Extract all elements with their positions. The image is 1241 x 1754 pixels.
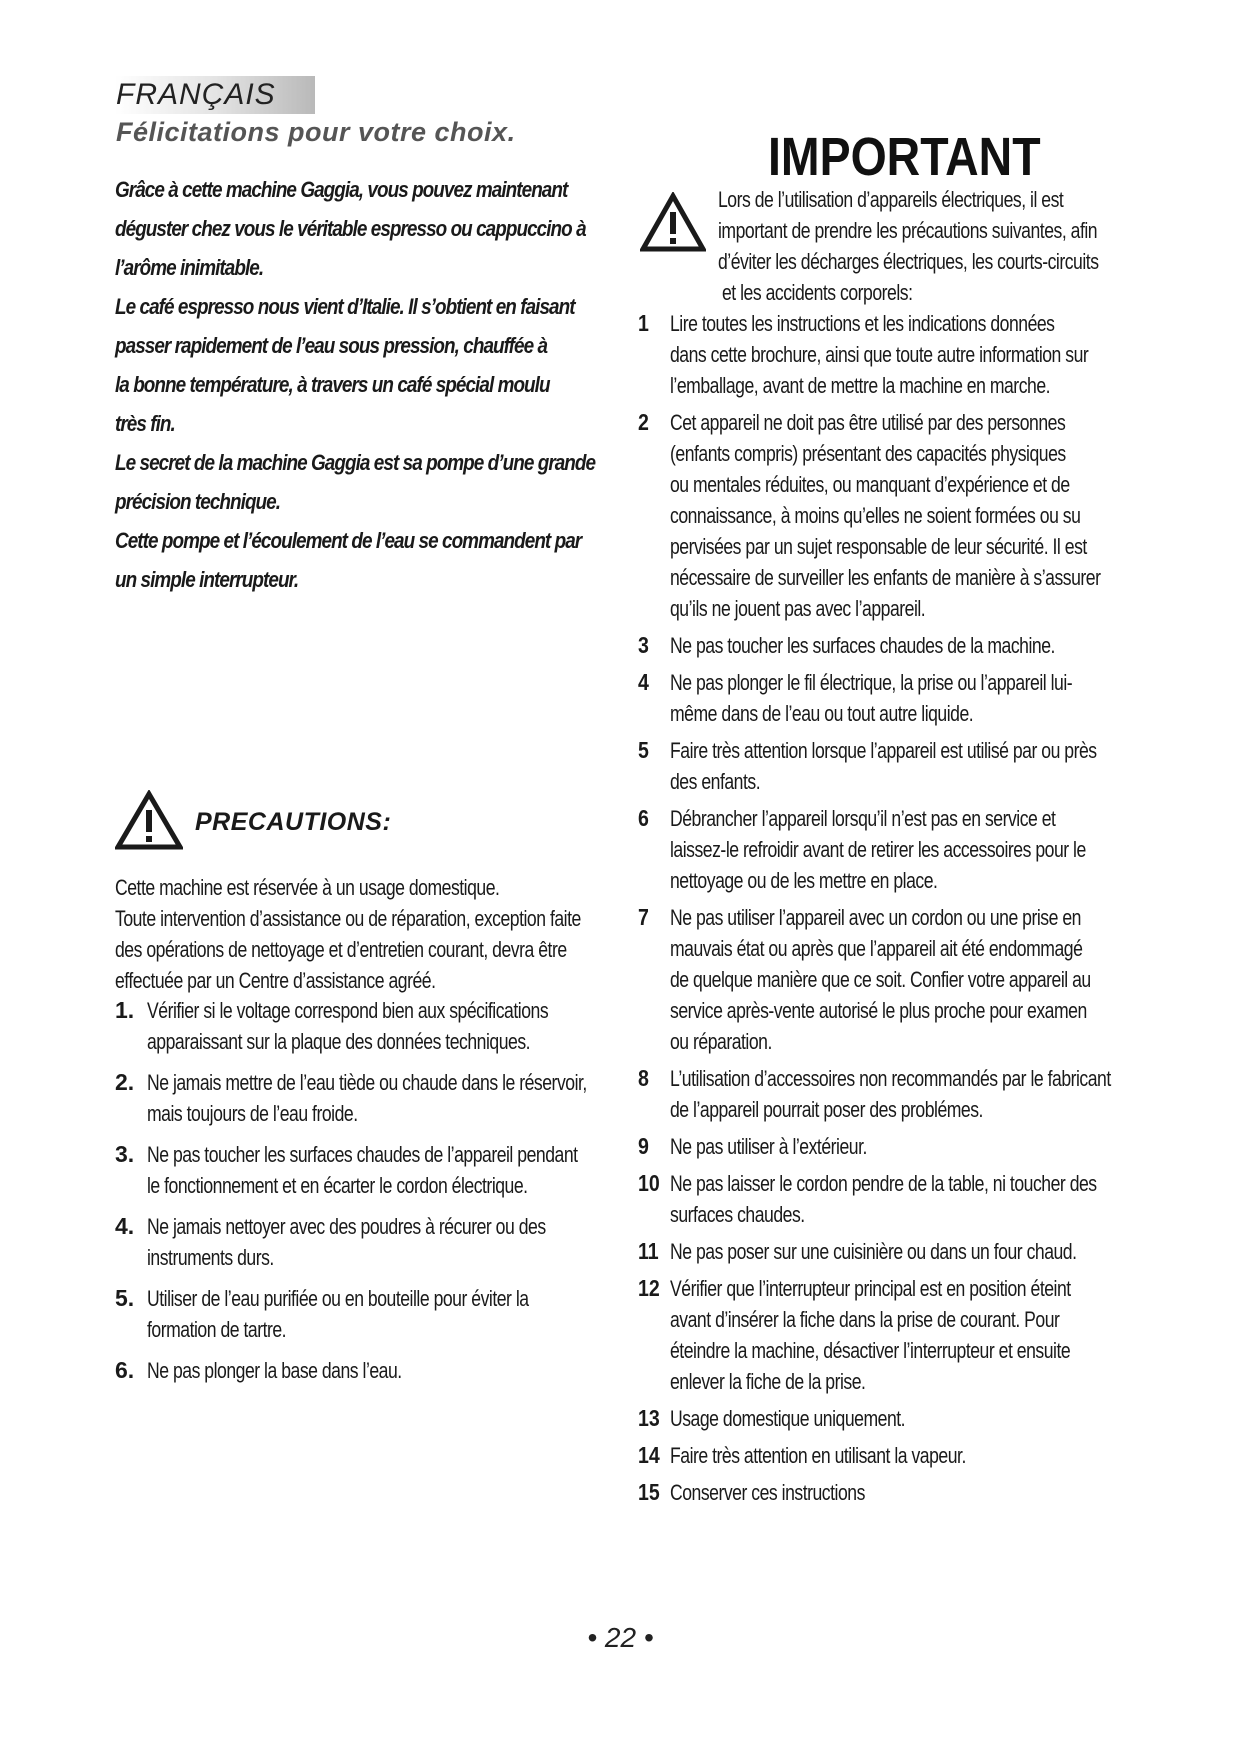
list-item — [115, 1067, 697, 1129]
item-line: instruments durs. — [147, 1245, 274, 1270]
page-number: • 22 • — [587, 1622, 654, 1653]
item-number: 7 — [638, 904, 649, 930]
item-line: qu’ils ne jouent pas avec l’appareil. — [670, 596, 926, 621]
item-line: Faire très attention en utilisant la vapeur. — [670, 1443, 966, 1468]
item-line: Vérifier que l’interrupteur principal est en position éteint — [670, 1276, 1071, 1301]
item-number: 15 — [638, 1479, 660, 1505]
item-line: Lire toutes les instructions et les indications données — [670, 311, 1055, 336]
item-number: 3. — [115, 1141, 135, 1167]
item-number: 3 — [638, 632, 649, 658]
item-line: Ne pas toucher les surfaces chaudes de l’appareil pendant — [147, 1142, 578, 1167]
list-item — [638, 1236, 1221, 1267]
item-line: Usage domestique uniquement. — [670, 1406, 906, 1431]
item-line: service après-vente autorisé le plus proche pour examen — [670, 998, 1087, 1023]
list-item — [638, 630, 1221, 661]
item-line: mauvais état ou après que l’appareil ait été endommagé — [670, 936, 1083, 961]
item-line: éteindre la machine, désactiver l’interrupteur et ensuite — [670, 1338, 1071, 1363]
item-number: 14 — [638, 1442, 660, 1468]
item-number: 2. — [115, 1069, 135, 1095]
item-number: 5 — [638, 737, 649, 763]
item-line: Ne pas poser sur une cuisinière ou dans un four chaud. — [670, 1239, 1077, 1264]
list-item — [115, 1355, 697, 1386]
item-line: Conserver ces instructions — [670, 1480, 865, 1505]
precautions-body — [115, 872, 697, 996]
item-line: de l’appareil pourrait poser des problémes. — [670, 1097, 983, 1122]
item-number: 6 — [638, 805, 649, 831]
item-line: Ne pas plonger la base dans l’eau. — [147, 1358, 402, 1383]
list-item — [115, 1139, 697, 1201]
item-line: Cet appareil ne doit pas être utilisé par des personnes — [670, 410, 1066, 435]
item-line: Ne pas plonger le fil électrique, la prise ou l’appareil lui- — [670, 670, 1073, 695]
list-item — [638, 667, 1221, 729]
important-list — [638, 308, 1221, 1514]
item-number: 1 — [638, 310, 649, 336]
item-line: enlever la fiche de la prise. — [670, 1369, 866, 1394]
item-line: (enfants compris) présentant des capacités physiques — [670, 441, 1066, 466]
item-number: 9 — [638, 1133, 649, 1159]
intro-line: précision technique. — [115, 489, 281, 514]
item-line: L’utilisation d’accessoires non recommandés par le fabricant — [670, 1066, 1111, 1091]
list-item — [115, 1283, 697, 1345]
list-item — [638, 1273, 1221, 1397]
item-number: 6. — [115, 1357, 135, 1383]
item-line: formation de tartre. — [147, 1317, 287, 1342]
list-item — [638, 407, 1221, 624]
item-line: avant d’insérer la fiche dans la prise de courant. Pour — [670, 1307, 1060, 1332]
list-item — [115, 1211, 697, 1273]
item-line: Utiliser de l’eau purifiée ou en bouteille pour éviter la — [147, 1286, 529, 1311]
list-item — [638, 1168, 1221, 1230]
item-line: ou mentales réduites, ou manquant d’expérience et de — [670, 472, 1070, 497]
list-item — [638, 308, 1221, 401]
item-number: 4. — [115, 1213, 135, 1239]
warning-icon — [640, 192, 706, 252]
intro-line: très fin. — [115, 411, 175, 436]
list-item — [638, 1063, 1221, 1125]
item-number: 11 — [638, 1238, 659, 1264]
precautions-list — [115, 995, 697, 1396]
item-number: 1. — [115, 997, 135, 1023]
item-line: Débrancher l’appareil lorsqu’il n’est pas en service et — [670, 806, 1056, 831]
intro-line: Le secret de la machine Gaggia est sa pompe d’une grande — [115, 450, 596, 475]
item-line: surfaces chaudes. — [670, 1202, 805, 1227]
precautions-title: PRECAUTIONS: — [195, 808, 392, 836]
item-line: même dans de l’eau ou tout autre liquide. — [670, 701, 974, 726]
list-item — [115, 995, 697, 1057]
item-line: laissez-le refroidir avant de retirer les accessoires pour le — [670, 837, 1086, 862]
precautions-body-line: des opérations de nettoyage et d’entretien courant, devra être — [115, 937, 567, 962]
item-line: Ne jamais nettoyer avec des poudres à récurer ou des — [147, 1214, 546, 1239]
intro-line: l’arôme inimitable. — [115, 255, 264, 280]
item-line: nettoyage ou de les mettre en place. — [670, 868, 938, 893]
item-number: 8 — [638, 1065, 649, 1091]
item-number: 5. — [115, 1285, 135, 1311]
item-number: 12 — [638, 1275, 660, 1301]
list-item — [638, 1440, 1221, 1471]
item-number: 4 — [638, 669, 649, 695]
list-item — [638, 735, 1221, 797]
precautions-body-line: Toute intervention d’assistance ou de réparation, exception faite — [115, 906, 581, 931]
precautions-header — [115, 790, 515, 850]
important-title: IMPORTANT — [768, 127, 1041, 187]
language-label: FRANÇAIS — [116, 78, 276, 111]
list-item — [638, 902, 1221, 1057]
important-intro-line: important de prendre les précautions suivantes, afin — [718, 218, 1098, 243]
item-line: mais toujours de l’eau froide. — [147, 1101, 358, 1126]
intro-line: passer rapidement de l’eau sous pression, chauffée à — [115, 333, 548, 358]
item-line: Ne jamais mettre de l’eau tiède ou chaude dans le réservoir, — [147, 1070, 587, 1095]
item-number: 10 — [638, 1170, 660, 1196]
item-line: de quelque manière que ce soit. Confier votre appareil au — [670, 967, 1091, 992]
intro-line: Cette pompe et l’écoulement de l’eau se commandent par — [115, 528, 582, 553]
important-intro-line: Lors de l’utilisation d’appareils électriques, il est — [718, 187, 1064, 212]
item-number: 2 — [638, 409, 649, 435]
intro-line: la bonne température, à travers un café spécial moulu — [115, 372, 550, 397]
precautions-body-line: effectuée par un Centre d’assistance agréé. — [115, 968, 436, 993]
item-line: pervisées par un sujet responsable de leur sécurité. Il est — [670, 534, 1087, 559]
item-line: Faire très attention lorsque l’appareil est utilisé par ou près — [670, 738, 1097, 763]
list-item — [638, 803, 1221, 896]
important-intro — [718, 184, 1194, 308]
warning-icon — [115, 790, 183, 850]
page-subtitle: Félicitations pour votre choix. — [116, 117, 516, 147]
item-line: connaissance, à moins qu’elles ne soient formées ou su — [670, 503, 1081, 528]
precautions-body-line: Cette machine est réservée à un usage domestique. — [115, 875, 500, 900]
important-intro-line: d’éviter les décharges électriques, les courts-circuits — [718, 249, 1099, 274]
intro-text — [115, 170, 635, 599]
intro-line: un simple interrupteur. — [115, 567, 299, 592]
item-line: apparaissant sur la plaque des données techniques. — [147, 1029, 531, 1054]
item-line: ou réparation. — [670, 1029, 772, 1054]
item-line: des enfants. — [670, 769, 761, 794]
item-line: Ne pas utiliser l’appareil avec un cordon ou une prise en — [670, 905, 1081, 930]
important-intro-line: et les accidents corporels: — [722, 280, 913, 305]
list-item — [638, 1477, 1221, 1508]
list-item — [638, 1131, 1221, 1162]
item-line: l’emballage, avant de mettre la machine en marche. — [670, 373, 1051, 398]
item-number: 13 — [638, 1405, 660, 1431]
intro-line: Le café espresso nous vient d’Italie. Il s’obtient en faisant — [115, 294, 575, 319]
intro-line: déguster chez vous le véritable espresso ou cappuccino à — [115, 216, 586, 241]
intro-line: Grâce à cette machine Gaggia, vous pouvez maintenant — [115, 177, 568, 202]
item-line: Ne pas utiliser à l’extérieur. — [670, 1134, 867, 1159]
item-line: le fonctionnement et en écarter le cordon électrique. — [147, 1173, 528, 1198]
item-line: Vérifier si le voltage correspond bien aux spécifications — [147, 998, 549, 1023]
item-line: Ne pas toucher les surfaces chaudes de la machine. — [670, 633, 1055, 658]
list-item — [638, 1403, 1221, 1434]
item-line: nécessaire de surveiller les enfants de manière à s’assurer — [670, 565, 1101, 590]
item-line: dans cette brochure, ainsi que toute autre information sur — [670, 342, 1089, 367]
item-line: Ne pas laisser le cordon pendre de la table, ni toucher des — [670, 1171, 1097, 1196]
